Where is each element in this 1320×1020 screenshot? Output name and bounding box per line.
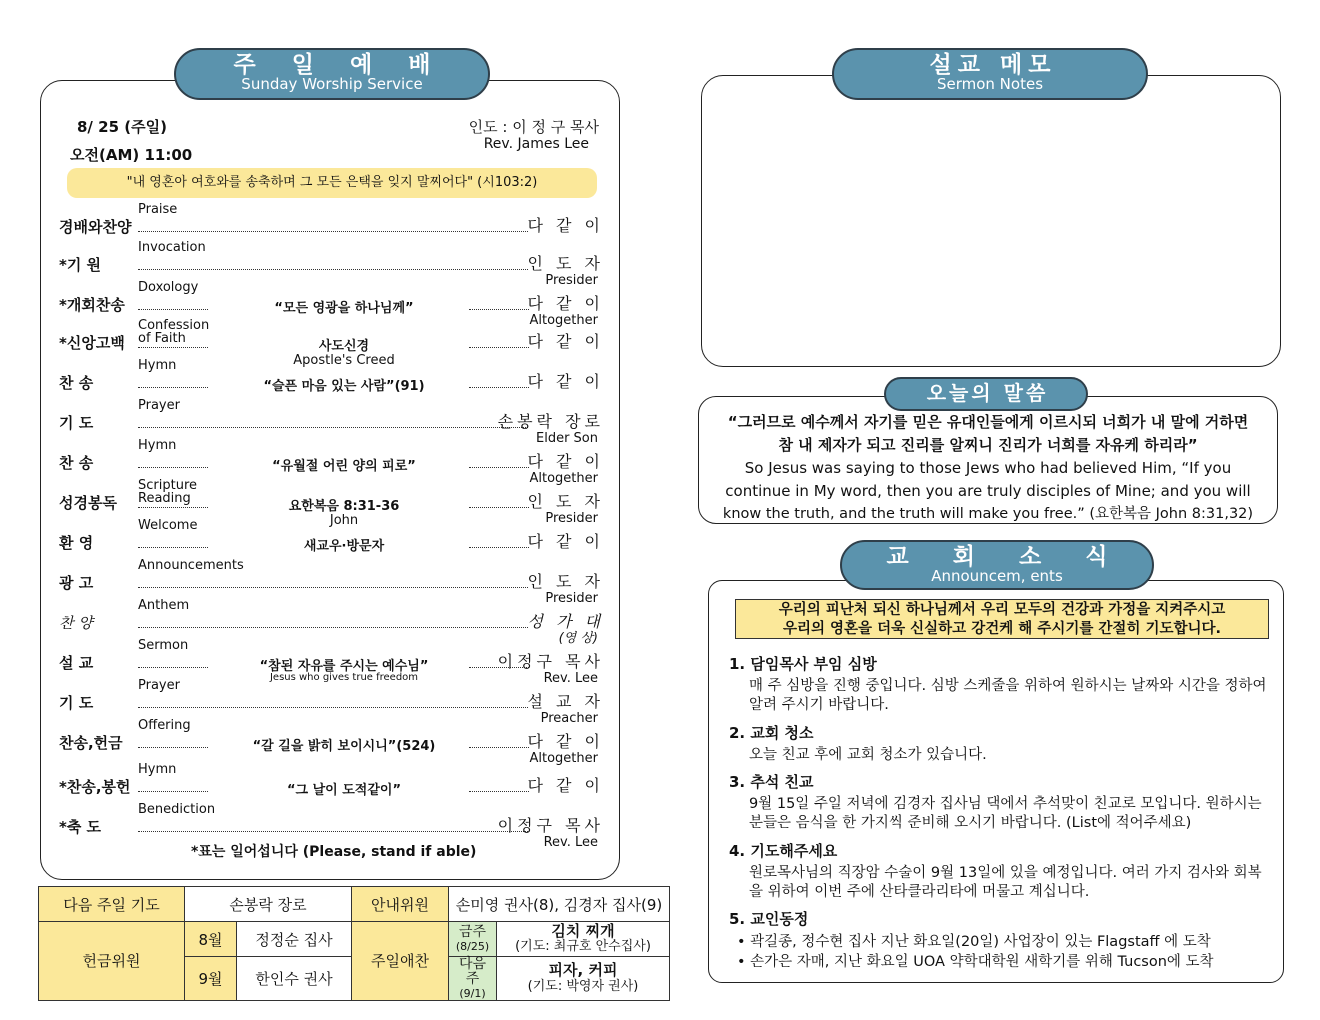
order-item-leader: 다 같 이 (527, 532, 604, 551)
todays-word-panel (698, 396, 1278, 524)
order-item-en: Prayer (138, 678, 180, 693)
worship-order-panel (40, 80, 620, 880)
verse-ko-2: 참 내 제자가 되고 진리를 알찌니 진리가 너희를 자유케 하리라” (778, 436, 1198, 454)
order-item-leader: 인 도 자 (527, 492, 604, 511)
order-item-en: Scripture Reading (138, 478, 198, 506)
leader-dots (138, 831, 528, 832)
announcement-body: 매 주 심방을 진행 중입니다. 심방 스케줄을 위하여 원하시는 날짜와 시간을 정하여 알려 주시기 바랍니다. (749, 678, 1267, 713)
order-item-detail: “유월절 어린 양의 피로” (272, 459, 416, 474)
order-item-leader-en: Altogether (529, 471, 598, 486)
this-week-meal (497, 922, 670, 957)
todays-word-pill (884, 377, 1088, 411)
order-item-leader-en: Altogether (529, 313, 598, 328)
order-item-leader: 손봉락 장로 (497, 412, 604, 431)
order-item-ko: *축 도 (59, 818, 102, 836)
order-item-leader-en: Presider (545, 273, 598, 288)
notes-title-pill (832, 48, 1148, 100)
this-week-label: 금주 (458, 924, 487, 941)
notes-title-en: Sermon Notes (936, 75, 1044, 94)
leader-dots (138, 309, 208, 310)
order-row (59, 763, 604, 803)
leader-dots (138, 791, 208, 792)
leader-dots (469, 791, 529, 792)
announcement-item (729, 771, 1274, 833)
announcements-panel (708, 580, 1284, 983)
leader-dots (138, 347, 208, 348)
order-item-ko: 성경봉독 (59, 494, 117, 512)
order-item-ko: 설 교 (59, 654, 94, 672)
stand-note: *표는 일어섭니다 (Please, stand if able) (191, 844, 477, 860)
announcements-title-pill (840, 540, 1154, 590)
order-item-leader-en: Rev. Lee (543, 835, 598, 850)
order-item-leader: 다 같 이 (527, 372, 604, 391)
order-item-detail: “모든 영광을 하나님께” (274, 301, 414, 316)
leader-dots (138, 747, 208, 748)
order-item-en: Prayer (138, 398, 180, 413)
order-item-en: Welcome (138, 518, 198, 533)
order-item-detail-en: Apostle's Creed (293, 353, 395, 368)
leader-dots (138, 427, 528, 428)
order-item-leader: 이정구 목사 (497, 816, 604, 835)
order-item-leader: 다 같 이 (527, 732, 604, 751)
order-item-ko: *개회찬송 (59, 296, 125, 314)
order-item-en: Doxology (138, 280, 199, 295)
service-info-table (38, 886, 670, 1001)
next-week-prayer: (기도: 박영자 권사) (527, 978, 639, 994)
leader-dots (138, 387, 208, 388)
order-item-leader: 성 가 대 (527, 612, 604, 631)
next-week-cell (449, 957, 497, 1001)
prayer-request-box (735, 599, 1269, 639)
next-week-meal (497, 957, 670, 1001)
leader-dots (138, 467, 208, 468)
leader-dots (469, 387, 529, 388)
this-week-date: (8/25) (455, 939, 490, 953)
order-item-ko: 기 도 (59, 694, 94, 712)
order-row (59, 519, 604, 559)
verse-en-1: So Jesus was saying to those Jews who had believed Him, “If you (744, 459, 1232, 477)
leader-dots (469, 507, 529, 508)
offering-month-9: 9월 (185, 957, 237, 1001)
leader-dots (138, 587, 528, 588)
announcement-title: 5. 교인동정 (729, 910, 809, 928)
order-item-ko: 기 도 (59, 414, 94, 432)
leader-dots (138, 231, 528, 232)
order-item-leader-en: Presider (545, 511, 598, 526)
prayer-line-1: 우리의 피난처 되신 하나님께서 우리 모두의 건강과 가정을 지켜주시고 (778, 602, 1226, 618)
order-item-leader-en: Elder Son (536, 431, 598, 446)
service-leader: 인도 : 이 정 구 목사 (468, 118, 599, 136)
usher-value: 손미영 권사(8), 김경자 집사(9) (449, 887, 670, 922)
order-item-leader-en: Preacher (540, 711, 598, 726)
leader-dots (138, 507, 208, 508)
order-row (59, 203, 604, 243)
announcement-body: 오늘 친교 후에 교회 청소가 있습니다. (749, 747, 987, 763)
service-time: 오전(AM) 11:00 (70, 146, 193, 164)
order-item-leader: 다 같 이 (527, 216, 604, 235)
service-leader-en: Rev. James Lee (483, 136, 589, 152)
verse-en-2: continue in My word, then you are truly disciples of Mine; and you will (725, 482, 1251, 500)
leader-dots (138, 667, 208, 668)
order-item-detail: “참된 자유를 주시는 예수님” (259, 659, 429, 674)
leader-dots (138, 547, 208, 548)
order-item-detail: “갈 길을 밝히 보이시니”(524) (252, 739, 436, 754)
announcement-item (729, 722, 1274, 765)
verse-ko-1: “그러므로 예수께서 자기를 믿은 유대인들에게 이르시되 너희가 내 말에 거하면 (727, 413, 1249, 431)
leader-dots (469, 547, 529, 548)
next-prayer-label: 다음 주일 기도 (39, 887, 185, 922)
order-item-detail-en: John (329, 513, 359, 528)
announcement-title: 1. 담임목사 부임 심방 (729, 655, 877, 673)
order-item-leader: 다 같 이 (527, 294, 604, 313)
theme-verse: "내 영혼아 여호와를 송축하며 그 모든 은택을 잊지 말찌어다" (시103:2) (67, 168, 597, 198)
order-item-leader: 인 도 자 (527, 572, 604, 591)
next-week-food: 피자, 커피 (548, 961, 618, 980)
order-item-en: Sermon (138, 638, 189, 653)
announcement-body: 9월 15일 주일 저녁에 김경자 집사님 댁에서 추석맞이 친교로 모입니다. 원하시는 분들은 음식을 한 가지씩 준비해 오시기 바랍니다. (List에 적어주세요) (749, 796, 1262, 831)
announcement-title: 3. 추석 친교 (729, 773, 814, 791)
offering-9-value: 한인수 권사 (237, 957, 352, 1001)
sermon-notes-box[interactable] (701, 75, 1281, 367)
this-week-food: 김치 찌개 (551, 921, 615, 940)
order-item-en: Hymn (138, 358, 177, 373)
announcement-bullet: • 곽길종, 정수현 집사 지난 화요일(20일) 사업장이 있는 Flagstaff 에 도착 (737, 934, 1211, 950)
this-week-prayer: (기도: 최규호 안수집사) (515, 939, 651, 955)
order-item-detail: 사도신경 (318, 339, 370, 354)
leader-dots (469, 309, 529, 310)
next-prayer-value: 손봉락 장로 (185, 887, 352, 922)
announcements-title-ko: 교 회 소 식 (886, 544, 1126, 570)
fellowship-label: 주일애찬 (352, 922, 449, 1001)
announcements-title-en: Announcem, ents (931, 567, 1063, 586)
order-item-ko: *신앙고백 (59, 334, 125, 352)
order-item-detail: “그 날이 도적같이” (286, 783, 402, 798)
order-item-ko: 경배와찬양 (59, 218, 132, 236)
order-item-leader-en: Presider (545, 591, 598, 606)
verse-en-3: know the truth, and the truth will make you free.” (요한복음 John 8:31,32) (722, 506, 1254, 522)
order-item-leader-en: (영 상) (558, 631, 598, 646)
order-item-en: Offering (138, 718, 191, 733)
announcement-body: 원로목사님의 직장암 수술이 9월 13일에 있을 예정입니다. 여러 가지 검사와 회복을 위하여 이번 주에 산타클라리타에 머물고 계십니다. (749, 865, 1262, 900)
order-item-en: Hymn (138, 438, 177, 453)
order-item-en: Anthem (138, 598, 190, 613)
order-item-ko: *찬송,봉헌 (59, 778, 131, 796)
announcement-title: 2. 교회 청소 (729, 724, 814, 742)
service-date: 8/ 25 (주일) (77, 118, 167, 136)
order-item-en: Benediction (138, 802, 216, 817)
announcement-title: 4. 기도해주세요 (729, 842, 838, 860)
next-week-label: 다음주 (458, 956, 487, 988)
order-item-leader: 이정구 목사 (497, 652, 604, 671)
leader-dots (469, 347, 529, 348)
usher-label: 안내위원 (352, 887, 449, 922)
order-row (59, 359, 604, 399)
order-item-detail-en: Jesus who gives true freedom (269, 672, 419, 683)
order-item-en: Hymn (138, 762, 177, 777)
announcement-item (729, 653, 1274, 715)
notes-title-ko: 설교 메모 (929, 52, 1057, 78)
order-item-leader-en: Rev. Lee (543, 671, 598, 686)
leader-dots (469, 747, 529, 748)
order-item-leader: 다 같 이 (527, 452, 604, 471)
leader-dots (469, 467, 529, 468)
todays-word-title: 오늘의 말씀 (926, 381, 1049, 405)
order-item-leader: 설 교 자 (527, 692, 604, 711)
order-item-detail: 새교우·방문자 (303, 539, 385, 554)
announcement-item (729, 840, 1274, 902)
next-week-date: (9/1) (459, 986, 486, 1000)
leader-dots (138, 627, 528, 628)
order-item-ko: 찬 송 (59, 374, 94, 392)
offering-label: 헌금위원 (39, 922, 185, 1001)
order-item-leader: 인 도 자 (527, 254, 604, 273)
this-week-cell (449, 922, 497, 957)
order-item-ko: *기 원 (59, 256, 102, 274)
order-item-ko: 찬 양 (59, 614, 93, 632)
order-item-ko: 찬 송 (59, 454, 94, 472)
order-row (59, 802, 604, 850)
announcement-bullet: • 손가은 자매, 지난 화요일 UOA 약학대학원 새학기를 위해 Tucson에 도착 (737, 954, 1214, 970)
order-item-detail: 요한복음 8:31-36 (288, 499, 400, 514)
leader-dots (138, 707, 528, 708)
order-item-leader: 다 같 이 (527, 776, 604, 795)
order-item-en: Invocation (138, 240, 206, 255)
offering-month-8: 8월 (185, 922, 237, 957)
service-title-ko: 주 일 예 배 (233, 52, 445, 78)
service-title-en: Sunday Worship Service (241, 75, 423, 94)
order-item-en: Confession of Faith (138, 318, 210, 346)
prayer-line-2: 우리의 영혼을 더욱 신실하고 강건케 해 주시기를 간절히 기도합니다. (782, 621, 1222, 637)
service-title-pill (174, 48, 490, 100)
order-item-en: Announcements (138, 558, 244, 573)
order-item-ko: 찬송,헌금 (59, 734, 123, 752)
announcement-item (729, 908, 1274, 972)
offering-8-value: 정정순 집사 (237, 922, 352, 957)
order-item-detail: “슬픈 마음 있는 사람”(91) (263, 379, 425, 394)
leader-dots (138, 269, 528, 270)
order-item-ko: 광 고 (59, 574, 94, 592)
order-item-leader-en: Altogether (529, 751, 598, 766)
order-item-leader: 다 같 이 (527, 332, 604, 351)
order-item-en: Praise (138, 202, 178, 217)
order-item-ko: 환 영 (59, 534, 94, 552)
